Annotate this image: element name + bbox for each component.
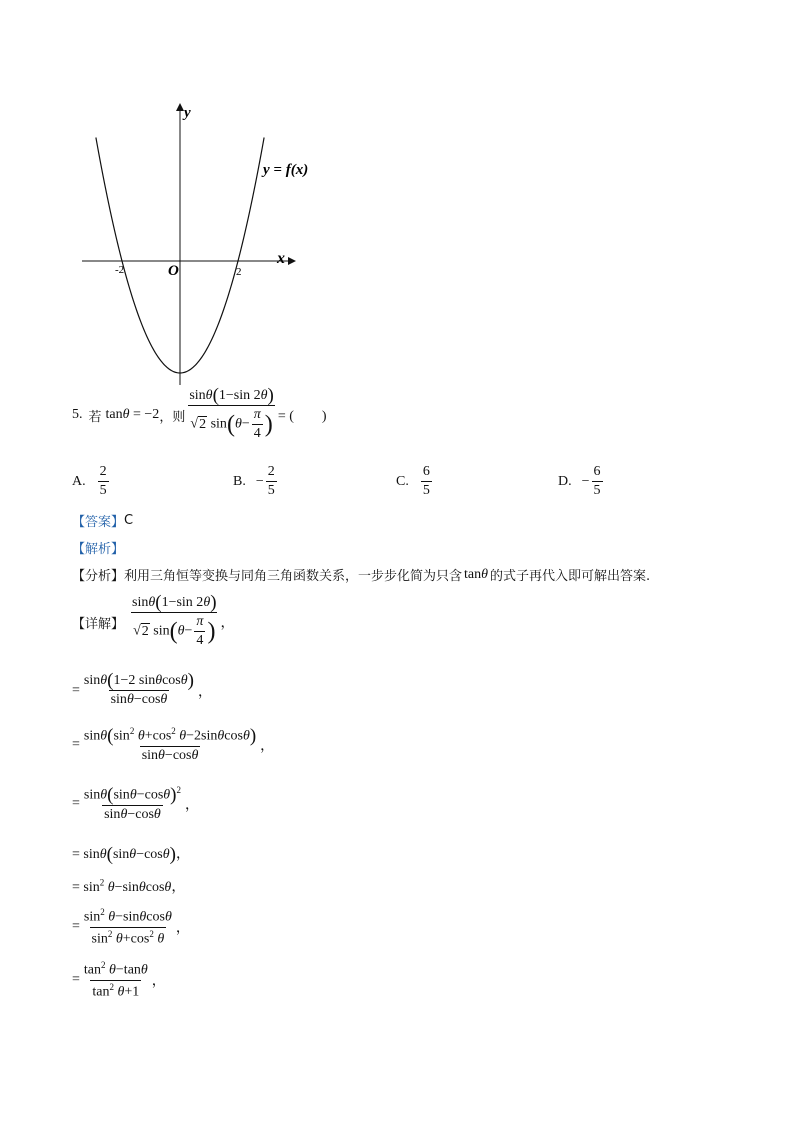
fenxi-text1: 利用三角恒等变换与同角三角函数关系，一步步化简为只含 — [124, 569, 463, 584]
question-prefix: 若 — [88, 409, 102, 425]
detail-step-1: = $\frac{\sin\theta(1-2 \sin\theta\cos\theta)}{\sin\theta-\cos\theta}$ ， — [72, 670, 212, 707]
choice-a-den: 5 — [99, 483, 107, 498]
choice-d-sign: − — [581, 473, 590, 489]
fenxi-label: 【分析】 — [72, 569, 125, 584]
question-expression: sinθ(1−sin 2θ) √2 sin(θ− $\frac{\pi}{4}$ ) — [189, 385, 274, 441]
x-axis-arrow — [288, 257, 296, 265]
choice-a-letter: A. — [72, 473, 86, 489]
curve-label: y = f(x) — [263, 162, 309, 178]
y-axis-label: y — [184, 105, 191, 121]
fenxi-line — [72, 565, 650, 584]
detail-label: 【详解】 — [72, 616, 125, 632]
answer-label: 【答案】 — [72, 515, 125, 530]
choice-b-num: 2 — [267, 464, 275, 479]
question-number: 5. — [72, 407, 83, 422]
y-axis-arrow — [176, 103, 184, 111]
answer-value: C — [124, 513, 134, 528]
given-condition: tanθ = −2 — [105, 407, 160, 422]
choice-d-letter: D. — [558, 473, 572, 489]
question-then: ，则 — [159, 409, 186, 425]
detail-step-7: = $\frac{\tan^2 \theta-\tan\theta}{\tan^2 \theta+1}$ ， — [72, 960, 166, 1000]
analysis-line — [72, 538, 124, 557]
analysis-label: 【解析】 — [72, 542, 125, 557]
tick-label-2: 2 — [236, 266, 242, 278]
choice-a-num: 2 — [99, 464, 107, 479]
choice-b-letter: B. — [233, 473, 246, 489]
choice-b[interactable] — [233, 464, 279, 499]
fenxi-text2: 的式子再代入即可解出答案. — [490, 569, 651, 584]
tick-label-neg2: -2 — [115, 264, 125, 276]
detail-step-2: = $\frac{\sin\theta(\sin^2 \theta+\cos^2 \theta-2\sin\theta\cos\theta)}{\sin\theta-\cos\theta}$ ， — [72, 725, 275, 763]
origin-label: O — [168, 263, 179, 279]
equals-paren: = ( ) — [277, 409, 327, 424]
detail-step-0: 【详解】 sinθ(1−sin 2θ) √2 sin(θ− $\frac{\pi}{4}$ ) ， — [72, 592, 235, 648]
detail-step-3: = $\frac{\sin\theta(\sin\theta-\cos\theta)^2}{\sin\theta-\cos\theta}$ ， — [72, 784, 199, 822]
choice-b-den: 5 — [267, 483, 275, 498]
fenxi-tan: tanθ — [464, 566, 489, 582]
question-5 — [72, 385, 327, 442]
parabola-graph — [70, 95, 330, 385]
choice-b-sign: − — [255, 473, 264, 489]
detail-expr-0: sinθ(1−sin 2θ) √2 sin(θ− $\frac{\pi}{4}$ ) — [132, 592, 217, 648]
detail-step-4: = sinθ(sinθ−cosθ)， — [72, 844, 190, 865]
choice-d-den: 5 — [593, 483, 601, 498]
choice-c-den: 5 — [422, 483, 430, 498]
answer-line — [72, 511, 133, 530]
x-axis-label: x — [277, 250, 285, 267]
detail-step-6: = $\frac{\sin^2 \theta-\sin\theta\cos\theta}{\sin^2 \theta+\cos^2 \theta}$ ， — [72, 907, 190, 947]
choice-a[interactable] — [72, 464, 111, 499]
choice-c[interactable] — [396, 464, 434, 499]
choice-d[interactable] — [558, 464, 605, 499]
detail-step-5: = $\sin^2 \theta-\sin\theta\cos\theta$， — [72, 877, 186, 895]
choice-d-num: 6 — [593, 464, 601, 479]
choice-c-letter: C. — [396, 473, 409, 489]
choice-c-num: 6 — [422, 464, 430, 479]
